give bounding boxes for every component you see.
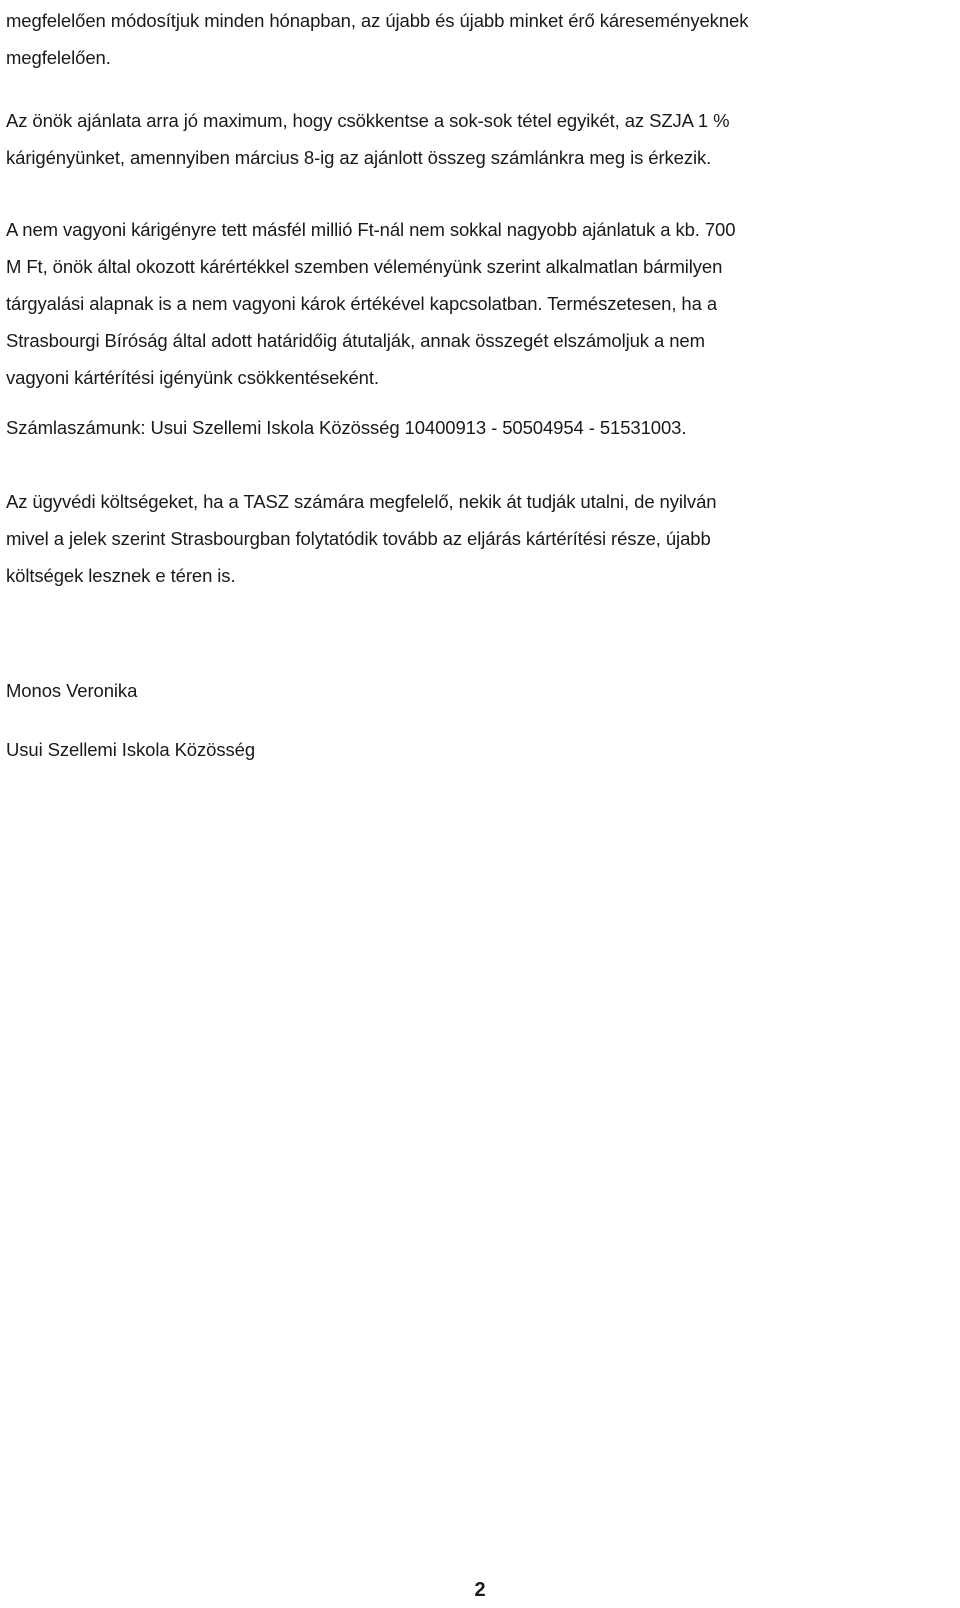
text-line: Az ügyvédi költségeket, ha a TASZ számára megfelelő, nekik át tudják utalni, de nyilván [6, 491, 717, 512]
paragraph-nonmaterial-damage [6, 211, 946, 396]
text-line: tárgyalási alapnak is a nem vagyoni károk értékével kapcsolatban. Természetesen, ha a [6, 293, 718, 314]
text-line: vagyoni kártérítési igényünk csökkentéseként. [6, 367, 379, 388]
text-line: Strasbourgi Bíróság által adott határidőig átutalják, annak összegét elszámoljuk a nem [6, 330, 705, 351]
paragraph-offer [6, 102, 946, 176]
text-line: A nem vagyoni kárigényre tett másfél millió Ft-nál nem sokkal nagyobb ajánlatuk a kb. 700 [6, 219, 736, 240]
text-line: Számlaszámunk: Usui Szellemi Iskola Közösség 10400913 - 50504954 - 51531003. [6, 417, 687, 438]
text-line: megfelelően módosítjuk minden hónapban, az újabb és újabb minket érő káreseményeknek [6, 10, 749, 31]
text-line: mivel a jelek szerint Strasbourgban folytatódik tovább az eljárás kártérítési része, újabb [6, 528, 711, 549]
signature-name [6, 672, 946, 709]
text-line: M Ft, önök által okozott kárértékkel szemben véleményünk szerint alkalmatlan bármilyen [6, 256, 723, 277]
signer-name: Monos Veronika [6, 680, 138, 701]
text-line: költségek lesznek e téren is. [6, 565, 236, 586]
paragraph-account-number [6, 409, 946, 446]
paragraph-lawyer-costs [6, 483, 946, 594]
text-line: Az önök ajánlata arra jó maximum, hogy csökkentse a sok-sok tétel egyikét, az SZJA 1 % [6, 110, 730, 131]
page-number: 2 [474, 1579, 486, 1601]
text-line: megfelelően. [6, 47, 111, 68]
signature-organization [6, 731, 946, 768]
signer-organization: Usui Szellemi Iskola Közösség [6, 739, 256, 760]
text-line: kárigényünket, amennyiben március 8-ig az ajánlott összeg számlánkra meg is érkezik. [6, 147, 712, 168]
paragraph-intro [6, 2, 946, 76]
